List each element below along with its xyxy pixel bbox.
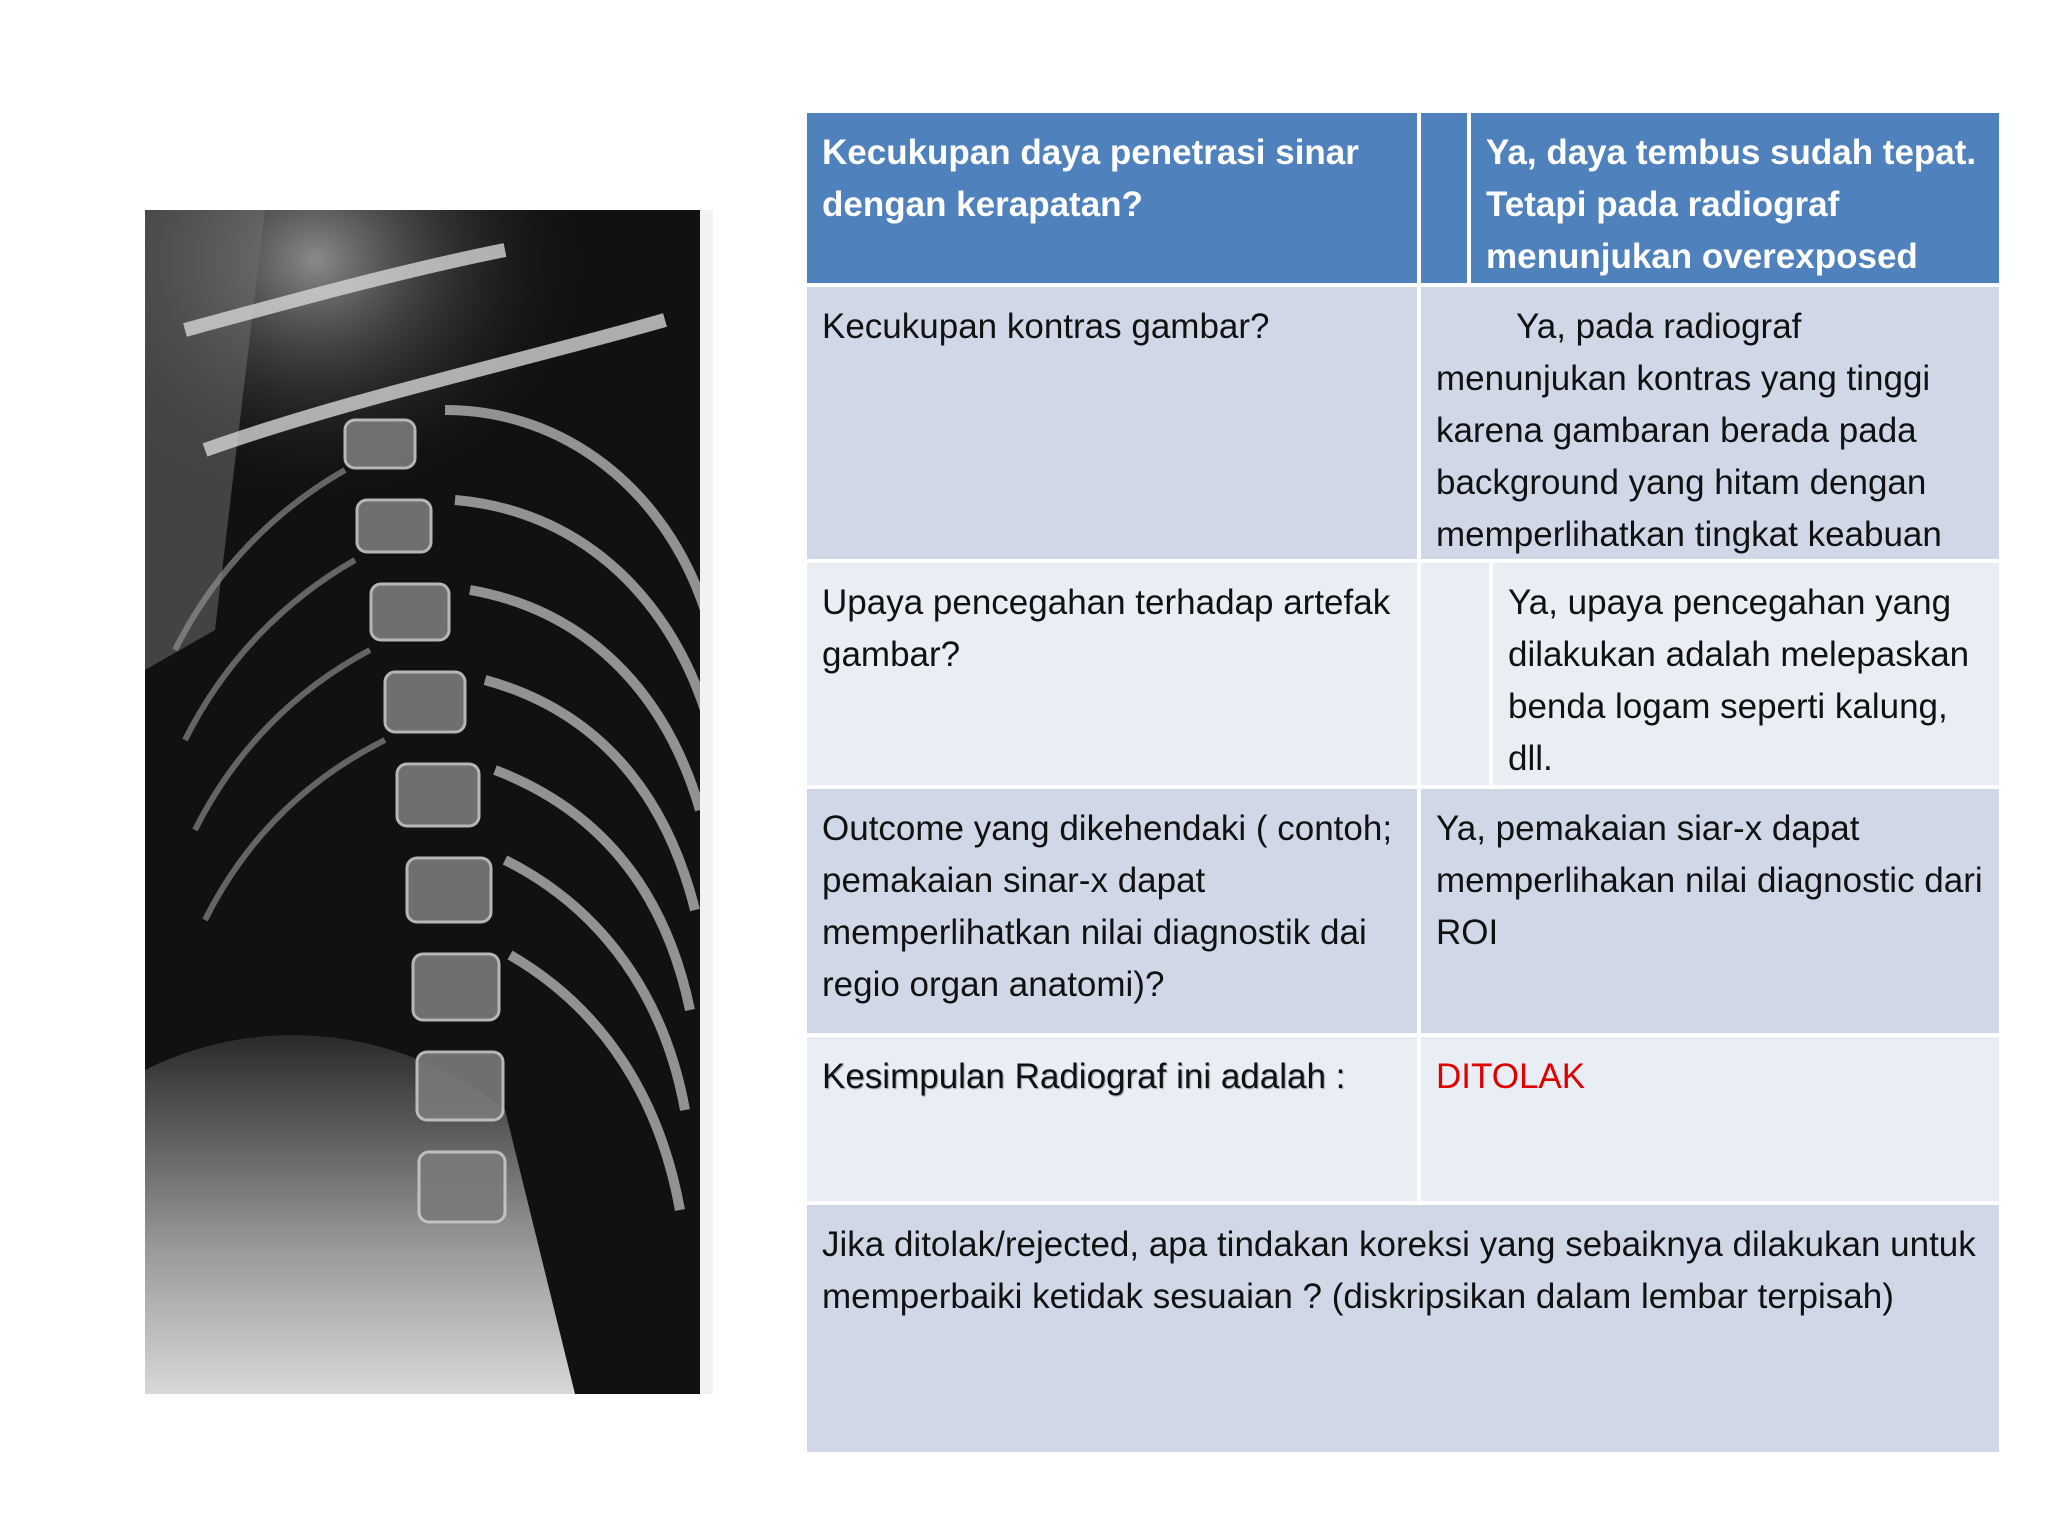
row3-question: Upaya pencegahan terhadap artefak gambar? — [822, 583, 1391, 674]
footer-text: Jika ditolak/rejected, apa tindakan koreksi yang sebaiknya dilakukan untuk memperbaiki ketidak sesuaian ? (diskripsikan dalam lembar terpisah) — [822, 1225, 1976, 1316]
row2-question-cell — [807, 287, 1417, 559]
row5-answer-cell — [1421, 1037, 1999, 1201]
row1-spacer-cell — [1421, 113, 1467, 283]
evaluation-table — [807, 113, 1999, 1452]
row2-answer-cell — [1421, 287, 1999, 559]
row4-answer: Ya, pemakaian siar-x dapat memperlihakan nilai diagnostic dari ROI — [1436, 809, 1983, 952]
conclusion-label: Kesimpulan Radiograf ini adalah : — [822, 1057, 1346, 1096]
row3-answer: Ya, upaya pencegahan yang dilakukan adalah melepaskan benda logam seperti kalung, dll. — [1508, 583, 1970, 778]
row4-question-cell — [807, 789, 1417, 1033]
row3-question-cell — [807, 563, 1417, 785]
radiograph-image — [145, 210, 713, 1394]
row4-question: Outcome yang dikehendaki ( contoh; pemakaian sinar-x dapat memperlihatkan nilai diagnostik dai regio organ anatomi)? — [822, 809, 1393, 1004]
row2-question: Kecukupan kontras gambar? — [822, 307, 1270, 346]
row3-answer-cell — [1493, 563, 1999, 785]
verdict-text: DITOLAK — [1436, 1057, 1586, 1096]
footer-cell — [807, 1205, 1999, 1452]
row3-spacer-cell — [1421, 563, 1489, 785]
row1-question-cell — [807, 113, 1417, 283]
row1-answer-cell — [1471, 113, 1999, 283]
row5-question-cell — [807, 1037, 1417, 1201]
row1-answer: Ya, daya tembus sudah tepat. Tetapi pada radiograf menunjukan overexposed — [1486, 133, 1977, 276]
row1-question: Kecukupan daya penetrasi sinar dengan kerapatan? — [822, 133, 1359, 224]
row2-answer: Ya, pada radiograf menunjukan kontras yang tinggi karena gambaran berada pada background yang hitam dengan memperlihatkan tingkat keabuan — [1436, 307, 1942, 554]
row4-answer-cell — [1421, 789, 1999, 1033]
